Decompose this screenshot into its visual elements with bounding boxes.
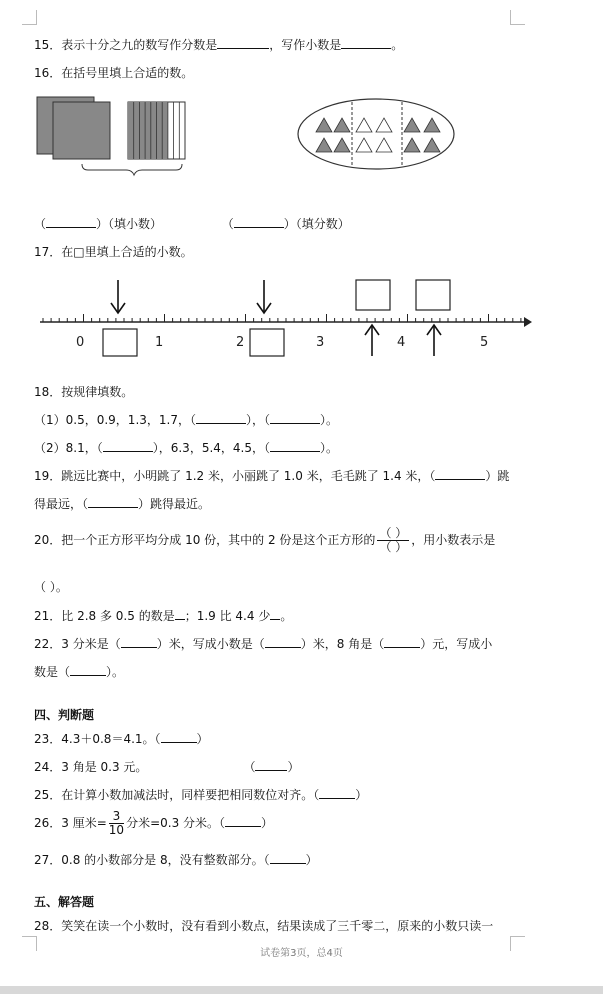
q18-line2-text-b: ），6.3，5.4，4.5，（ bbox=[152, 441, 270, 455]
q18-line1-text-b: ），（ bbox=[245, 413, 270, 427]
q25-text-b: ） bbox=[355, 788, 368, 802]
question-19-line-2 bbox=[34, 496, 210, 512]
question-27 bbox=[34, 852, 318, 868]
q18-line1-text-c: ）。 bbox=[320, 413, 339, 427]
q19-text-c: 得最远，（ bbox=[34, 497, 89, 511]
q22-blank-3[interactable] bbox=[384, 636, 420, 648]
q18-line2-text-c: ）。 bbox=[320, 441, 339, 455]
q25-blank[interactable] bbox=[319, 787, 355, 799]
q19-text-d: ）跳得最近。 bbox=[138, 497, 211, 511]
q15-text-lead: 15．表示十分之九的数写作分数是 bbox=[34, 38, 218, 52]
tick-label-1: 1 bbox=[155, 335, 164, 350]
tick-label-2: 2 bbox=[236, 335, 245, 350]
q17-number-line bbox=[34, 276, 534, 360]
section-5-heading: 五、解答题 bbox=[34, 895, 95, 909]
question-25 bbox=[34, 787, 367, 803]
q20-fraction-blank[interactable] bbox=[377, 527, 409, 554]
q16-right-close: ）（填分数） bbox=[283, 217, 350, 231]
question-26 bbox=[34, 808, 273, 838]
q20-text-a: 20．把一个正方形平均分成 10 份，其中的 2 份是这个正方形的 bbox=[34, 533, 376, 547]
tick-label-5: 5 bbox=[480, 335, 489, 350]
q18-line-1 bbox=[34, 412, 338, 428]
q27-text-a: 27．0.8 的小数部分是 8，没有整数部分。（ bbox=[34, 853, 270, 867]
q24-text-c: ） bbox=[287, 760, 300, 774]
q25-text-a: 25．在计算小数加减法时，同样要把相同数位对齐。（ bbox=[34, 788, 320, 802]
q22-blank-1[interactable] bbox=[121, 636, 157, 648]
q16-squares-figure bbox=[36, 96, 190, 178]
q24-text-a: 24．3 角是 0.3 元。 bbox=[34, 760, 148, 774]
up-arrow-icon bbox=[365, 325, 379, 356]
q16-blank-fraction[interactable] bbox=[234, 216, 284, 228]
q23-text-b: ） bbox=[196, 732, 209, 746]
q17-answer-box-4[interactable] bbox=[416, 280, 450, 310]
q20-text-b: ，用小数表示是 bbox=[411, 533, 496, 547]
q21-blank-1[interactable] bbox=[175, 608, 185, 620]
q24-text-b: （ bbox=[243, 760, 256, 774]
q26-text-b: 分米=0.3 分米。（ bbox=[126, 816, 226, 830]
q24-blank[interactable] bbox=[255, 759, 287, 771]
q20-fraction-numerator: （ ） bbox=[379, 526, 408, 540]
q16-blank-decimal[interactable] bbox=[46, 216, 96, 228]
q17-answer-box-2[interactable] bbox=[250, 329, 284, 356]
q20-fraction-denominator: （ ） bbox=[379, 540, 408, 554]
q19-text-b: ）跳 bbox=[485, 469, 510, 483]
q26-fraction bbox=[109, 810, 124, 837]
q22-text-c: ）米，8 角是（ bbox=[300, 637, 385, 651]
q15-blank-fraction[interactable] bbox=[217, 37, 269, 49]
q16-right-open: （ bbox=[221, 217, 234, 231]
question-28: 28．笑笑在读一个小数时，没有看到小数点，结果读成了三千零二，原来的小数只读一 bbox=[34, 919, 494, 933]
question-22-line-2 bbox=[34, 664, 124, 680]
question-22-line-1 bbox=[34, 636, 492, 652]
down-arrow-icon bbox=[257, 280, 271, 313]
tick-label-4: 4 bbox=[397, 335, 406, 350]
q18-blank-1[interactable] bbox=[196, 412, 246, 424]
q22-blank-2[interactable] bbox=[265, 636, 301, 648]
q26-text-a: 26．3 厘米= bbox=[34, 816, 107, 830]
q19-blank-nearest[interactable] bbox=[88, 496, 138, 508]
question-21 bbox=[34, 608, 292, 624]
q16-left-open: （ bbox=[34, 217, 47, 231]
bottom-scroll-strip bbox=[0, 986, 603, 994]
question-24 bbox=[34, 759, 299, 775]
q21-text-c: 。 bbox=[280, 609, 293, 623]
q16-left-close: ）（填小数） bbox=[96, 217, 163, 231]
question-17-title: 17．在□里填上合适的小数。 bbox=[34, 245, 193, 259]
q18-blank-2[interactable] bbox=[270, 412, 320, 424]
question-23 bbox=[34, 731, 209, 747]
q19-blank-farthest[interactable] bbox=[435, 468, 485, 480]
q20-answer: （ ）。 bbox=[34, 580, 68, 594]
q22-text-e: 数是（ bbox=[34, 665, 71, 679]
section-4-heading: 四、判断题 bbox=[34, 708, 95, 722]
q15-blank-decimal[interactable] bbox=[341, 37, 391, 49]
q21-blank-2[interactable] bbox=[270, 608, 280, 620]
question-19-line-1 bbox=[34, 468, 509, 484]
q19-text-a: 19．跳远比赛中，小明跳了 1.2 米，小丽跳了 1.0 米，毛毛跳了 1.4 米，（ bbox=[34, 469, 436, 483]
q23-text-a: 23．4.3＋0.8＝4.1。（ bbox=[34, 732, 161, 746]
question-16-title: 16．在括号里填上合适的数。 bbox=[34, 66, 194, 80]
q22-text-f: ）。 bbox=[106, 665, 125, 679]
question-15 bbox=[34, 37, 403, 53]
q18-line-2 bbox=[34, 440, 338, 456]
q22-text-d: ）元，写成小 bbox=[420, 637, 493, 651]
q17-answer-box-1[interactable] bbox=[103, 329, 137, 356]
q18-line1-text-a: （1）0.5，0.9，1.3，1.7，（ bbox=[34, 413, 196, 427]
q26-blank[interactable] bbox=[225, 815, 261, 827]
q17-answer-box-3[interactable] bbox=[356, 280, 390, 310]
page-footer: 试卷第3页，总4页 bbox=[260, 948, 343, 959]
q21-text-b: ；1.9 比 4.4 少 bbox=[184, 609, 271, 623]
q23-blank[interactable] bbox=[161, 731, 197, 743]
q26-numerator: 3 bbox=[109, 810, 124, 824]
q16-answer-line bbox=[34, 216, 350, 232]
down-arrow-icon bbox=[111, 280, 125, 313]
q21-text-a: 21．比 2.8 多 0.5 的数是 bbox=[34, 609, 175, 623]
question-20 bbox=[34, 525, 495, 555]
q22-text-b: ）米，写成小数是（ bbox=[156, 637, 265, 651]
q15-text-mid: ，写作小数是 bbox=[269, 38, 342, 52]
q15-text-end: 。 bbox=[391, 38, 404, 52]
question-18-title: 18．按规律填数。 bbox=[34, 385, 134, 399]
q16-triangles-figure bbox=[296, 96, 456, 172]
q22-text-a: 22．3 分米是（ bbox=[34, 637, 121, 651]
q18-blank-4[interactable] bbox=[270, 440, 320, 452]
q27-blank[interactable] bbox=[270, 852, 306, 864]
tick-label-3: 3 bbox=[316, 335, 325, 350]
q18-blank-3[interactable] bbox=[103, 440, 153, 452]
q22-blank-4[interactable] bbox=[70, 664, 106, 676]
q27-text-b: ） bbox=[305, 853, 318, 867]
up-arrow-icon bbox=[427, 325, 441, 356]
q18-line2-text-a: （2）8.1，（ bbox=[34, 441, 103, 455]
q26-denominator: 10 bbox=[108, 823, 125, 837]
tick-label-0: 0 bbox=[76, 335, 85, 350]
corner-mark-top-right bbox=[510, 10, 525, 25]
corner-mark-top-left bbox=[22, 10, 37, 25]
q26-text-c: ） bbox=[261, 816, 274, 830]
